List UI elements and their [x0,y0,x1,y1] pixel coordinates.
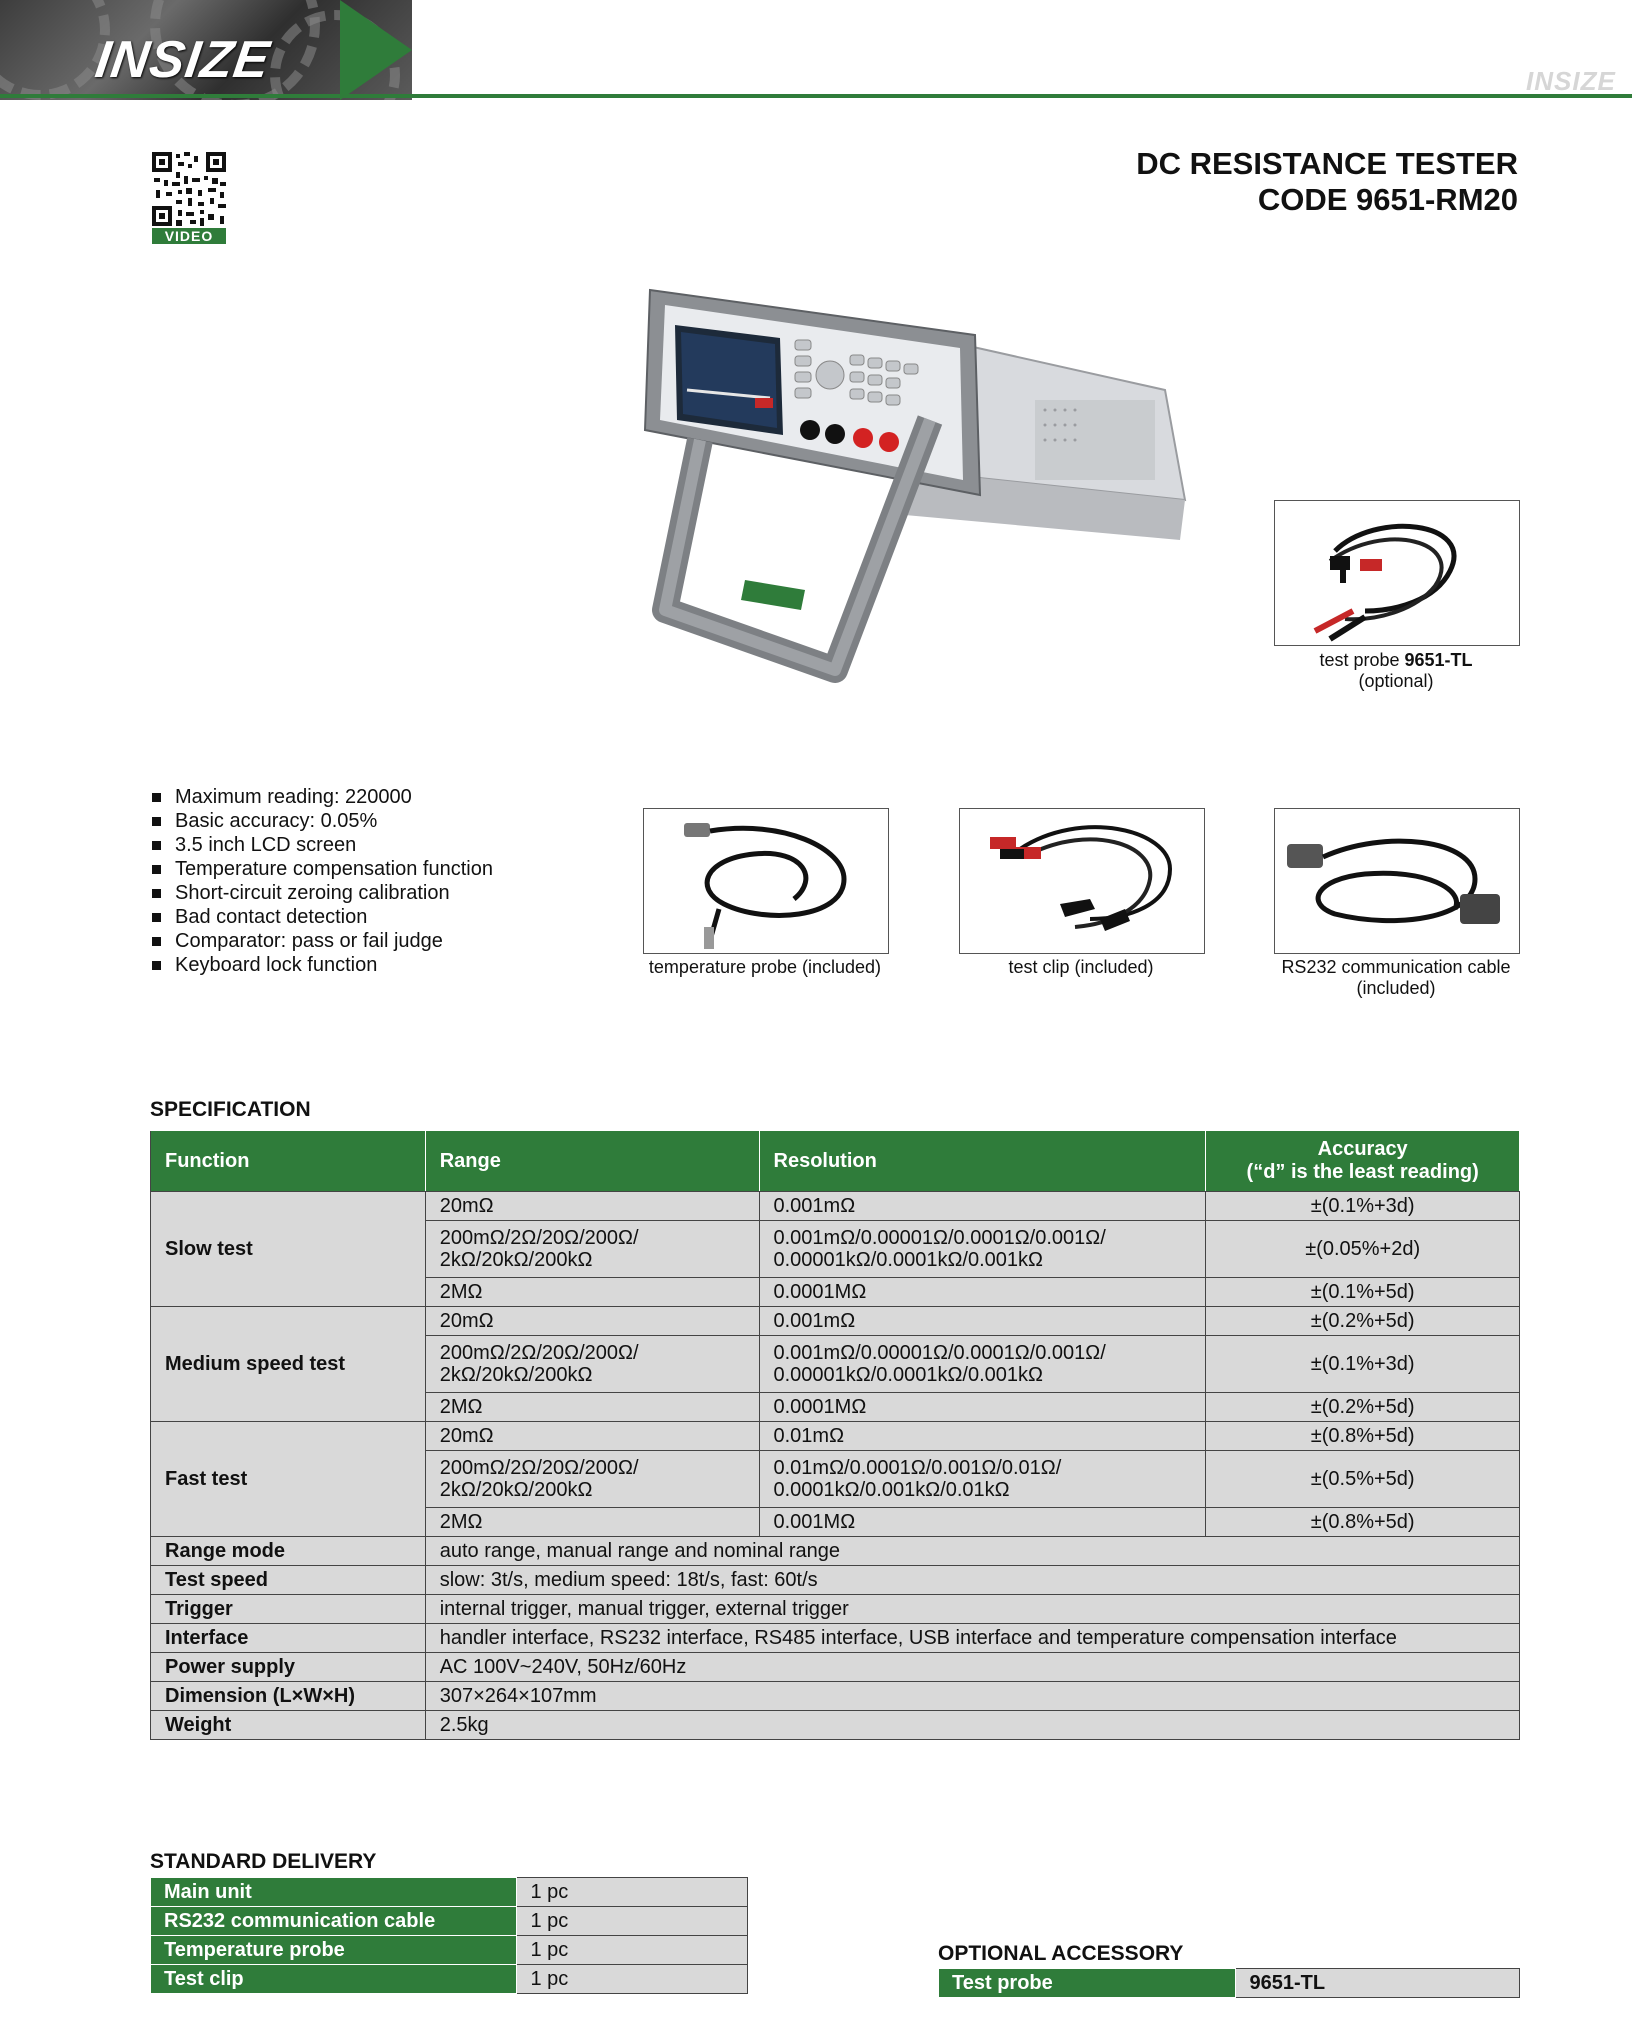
spec-value: internal trigger, manual trigger, external trigger [425,1595,1519,1624]
table-row [151,1422,1520,1451]
delivery-item: Main unit [151,1878,517,1907]
col-header-accuracy [1206,1131,1520,1192]
range-cell: 20mΩ [425,1192,759,1221]
feature-list [150,785,493,977]
brand-logo: INSIZE [91,31,274,89]
delivery-qty: 1 pc [517,1907,748,1936]
accuracy-cell: ±(0.8%+5d) [1206,1422,1520,1451]
feature-item: Basic accuracy: 0.05% [150,809,493,833]
resolution-cell: 0.001MΩ [759,1508,1206,1537]
specification-table [150,1130,1520,1740]
resolution-cell: 0.001mΩ [759,1192,1206,1221]
spec-value: slow: 3t/s, medium speed: 18t/s, fast: 60t/s [425,1566,1519,1595]
delivery-qty: 1 pc [517,1878,748,1907]
brand-logo-watermark: INSIZE [1526,66,1616,96]
resolution-cell: 0.01mΩ/0.0001Ω/0.001Ω/0.01Ω/ 0.0001kΩ/0.001kΩ/0.01kΩ [759,1451,1206,1508]
standard-delivery-table [150,1877,748,1994]
test-clip-caption: test clip (included) [1008,957,1154,977]
function-cell: Medium speed test [151,1307,426,1422]
feature-item: Bad contact detection [150,905,493,929]
resolution-cell: 0.001mΩ/0.00001Ω/0.0001Ω/0.001Ω/ 0.00001kΩ/0.0001kΩ/0.001kΩ [759,1221,1206,1278]
range-cell: 20mΩ [425,1422,759,1451]
spec-label: Dimension (L×W×H) [151,1682,426,1711]
accuracy-header-line2: (“d” is the least reading) [1246,1161,1479,1183]
spec-label: Test speed [151,1566,426,1595]
header-arrow [340,0,412,100]
accuracy-header-line1: Accuracy [1317,1138,1408,1160]
table-row [151,1936,748,1965]
spec-label: Power supply [151,1653,426,1682]
feature-item: Temperature compensation function [150,857,493,881]
feature-item: Maximum reading: 220000 [150,785,493,809]
table-row [151,1307,1520,1336]
rs232-cable-caption [1270,957,1522,999]
delivery-item: RS232 communication cable [151,1907,517,1936]
function-cell: Slow test [151,1192,426,1307]
resolution-cell: 0.001mΩ [759,1307,1206,1336]
col-header-function: Function [151,1131,426,1192]
table-row [939,1969,1520,1998]
spec-label: Weight [151,1711,426,1740]
accuracy-cell: ±(0.8%+5d) [1206,1508,1520,1537]
feature-item: Keyboard lock function [150,953,493,977]
test-probe-caption [1270,650,1522,692]
delivery-item: Temperature probe [151,1936,517,1965]
accuracy-cell: ±(0.2%+5d) [1206,1393,1520,1422]
test-clip-image [959,808,1205,954]
range-cell: 2MΩ [425,1393,759,1422]
spec-value: handler interface, RS232 interface, RS485 interface, USB interface and temperature compensation interface [425,1624,1519,1653]
spec-value: auto range, manual range and nominal range [425,1537,1519,1566]
range-cell: 2MΩ [425,1278,759,1307]
accuracy-cell: ±(0.1%+5d) [1206,1278,1520,1307]
accuracy-cell: ±(0.1%+3d) [1206,1192,1520,1221]
feature-item: 3.5 inch LCD screen [150,833,493,857]
optional-accessory-heading: OPTIONAL ACCESSORY [938,1942,1184,1965]
optional-code: 9651-TL [1236,1969,1520,1998]
table-row [151,1965,748,1994]
delivery-qty: 1 pc [517,1965,748,1994]
test-probe-caption-code: 9651-TL [1404,650,1473,670]
delivery-qty: 1 pc [517,1936,748,1965]
table-row [151,1711,1520,1740]
spec-value: AC 100V~240V, 50Hz/60Hz [425,1653,1519,1682]
feature-item: Comparator: pass or fail judge [150,929,493,953]
temperature-probe-image [643,808,889,954]
optional-accessory-table [938,1968,1520,1998]
table-row [151,1878,748,1907]
table-row [151,1566,1520,1595]
table-row [151,1192,1520,1221]
product-title: DC RESISTANCE TESTER [1136,146,1518,181]
spec-label: Range mode [151,1537,426,1566]
feature-item: Short-circuit zeroing calibration [150,881,493,905]
standard-delivery-heading: STANDARD DELIVERY [150,1850,377,1873]
accuracy-cell: ±(0.1%+3d) [1206,1336,1520,1393]
test-probe-caption-prefix: test probe [1319,650,1405,670]
spec-value: 307×264×107mm [425,1682,1519,1711]
table-row [151,1682,1520,1711]
test-probe-image [1274,500,1520,646]
col-header-resolution: Resolution [759,1131,1206,1192]
table-row [151,1624,1520,1653]
resolution-cell: 0.01mΩ [759,1422,1206,1451]
dc-resistance-tester-image [605,280,1195,690]
table-row [151,1595,1520,1624]
spec-value: 2.5kg [425,1711,1519,1740]
resolution-cell: 0.0001MΩ [759,1278,1206,1307]
range-cell: 200mΩ/2Ω/20Ω/200Ω/ 2kΩ/20kΩ/200kΩ [425,1451,759,1508]
rs232-caption-line2: (included) [1356,978,1436,998]
header-rule [0,94,1632,98]
temperature-probe-caption: temperature probe (included) [648,957,882,977]
rs232-cable-image [1274,808,1520,954]
specification-heading: SPECIFICATION [150,1098,311,1121]
function-cell: Fast test [151,1422,426,1537]
range-cell: 20mΩ [425,1307,759,1336]
rs232-caption-line1: RS232 communication cable [1281,957,1511,977]
range-cell: 2MΩ [425,1508,759,1537]
range-cell: 200mΩ/2Ω/20Ω/200Ω/ 2kΩ/20kΩ/200kΩ [425,1336,759,1393]
table-row [151,1907,748,1936]
resolution-cell: 0.001mΩ/0.00001Ω/0.0001Ω/0.001Ω/ 0.00001kΩ/0.0001kΩ/0.001kΩ [759,1336,1206,1393]
spec-label: Interface [151,1624,426,1653]
table-row [151,1537,1520,1566]
accuracy-cell: ±(0.2%+5d) [1206,1307,1520,1336]
col-header-range: Range [425,1131,759,1192]
product-code: CODE 9651-RM20 [1257,182,1518,217]
accuracy-cell: ±(0.05%+2d) [1206,1221,1520,1278]
table-row [151,1653,1520,1682]
resolution-cell: 0.0001MΩ [759,1393,1206,1422]
spec-label: Trigger [151,1595,426,1624]
video-badge: VIDEO [152,228,226,244]
test-probe-caption-note: (optional) [1358,671,1434,691]
delivery-item: Test clip [151,1965,517,1994]
optional-item: Test probe [939,1969,1236,1998]
range-cell: 200mΩ/2Ω/20Ω/200Ω/ 2kΩ/20kΩ/200kΩ [425,1221,759,1278]
accuracy-cell: ±(0.5%+5d) [1206,1451,1520,1508]
